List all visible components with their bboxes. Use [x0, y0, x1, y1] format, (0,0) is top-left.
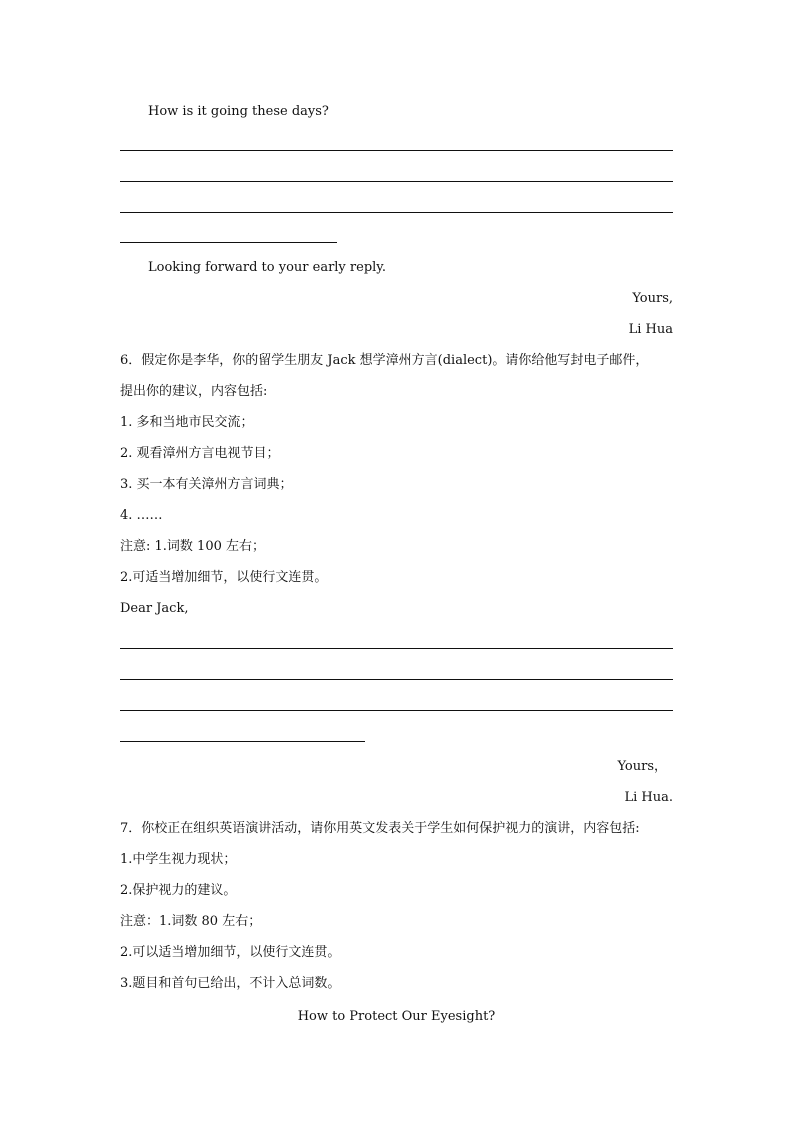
letter-sign-off: Yours,	[632, 291, 673, 306]
q6-prompt-line2: 提出你的建议，内容包括:	[120, 384, 268, 399]
q6-item: 4. ……	[120, 508, 163, 523]
q6-sign-off: Yours，	[617, 759, 667, 774]
answer-line-short	[120, 242, 337, 243]
answer-line	[120, 212, 673, 213]
q7-note: 3.题目和首句已给出，不计入总词数。	[120, 976, 341, 991]
q7-prompt: 7．你校正在组织英语演讲活动，请你用英文发表关于学生如何保护视力的演讲，内容包括:	[120, 821, 640, 836]
answer-line	[120, 150, 673, 151]
letter-closing-line: Looking forward to your early reply.	[148, 260, 387, 275]
q6-item: 2. 观看漳州方言电视节目；	[120, 446, 280, 461]
q7-item: 1.中学生视力现状；	[120, 852, 237, 867]
q7-note: 注意：1.词数 80 左右；	[120, 914, 262, 929]
q6-greeting: Dear Jack,	[120, 601, 189, 616]
q6-item: 1. 多和当地市民交流；	[120, 415, 254, 430]
letter-signature: Li Hua	[628, 322, 673, 337]
q6-signature: Li Hua.	[624, 790, 673, 805]
q6-note: 2.可适当增加细节，以使行文连贯。	[120, 570, 328, 585]
answer-line	[120, 679, 673, 680]
answer-line	[120, 181, 673, 182]
q6-item: 3. 买一本有关漳州方言词典；	[120, 477, 293, 492]
q7-note: 2.可以适当增加细节，以使行文连贯。	[120, 945, 341, 960]
answer-line	[120, 648, 673, 649]
letter-opening-line: How is it going these days?	[148, 104, 329, 119]
q6-prompt-line1: 6．假定你是李华，你的留学生朋友 Jack 想学漳州方言(dialect)。请你给他写封电子邮件，	[120, 353, 649, 368]
q6-note: 注意: 1.词数 100 左右；	[120, 539, 265, 554]
q7-item: 2.保护视力的建议。	[120, 883, 237, 898]
answer-line-short	[120, 741, 365, 742]
answer-line	[120, 710, 673, 711]
q7-essay-title: How to Protect Our Eyesight?	[297, 1009, 496, 1024]
